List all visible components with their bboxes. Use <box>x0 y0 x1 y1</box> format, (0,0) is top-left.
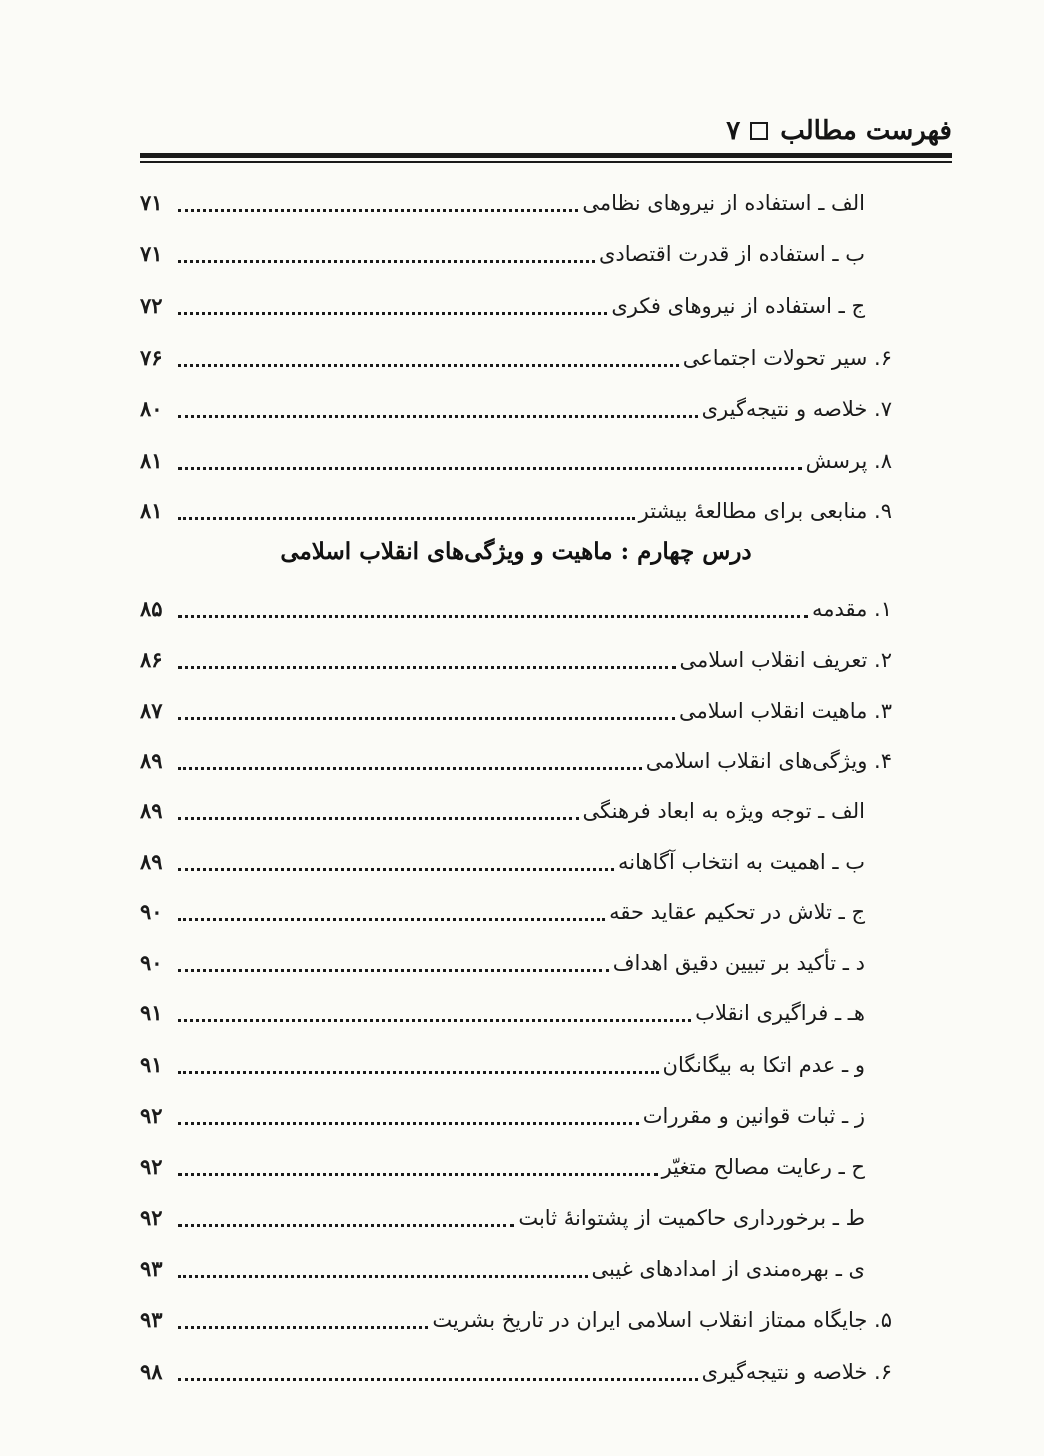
header-rule-thick <box>140 153 952 158</box>
toc-entry-title: ۱. مقدمه <box>811 597 892 621</box>
header-rule-thin <box>140 161 952 163</box>
toc-entry-page: ۷۱ <box>140 190 163 215</box>
page-number: ۷ <box>726 116 741 146</box>
dot-leader <box>178 1071 659 1074</box>
toc-entry-page: ۹۳ <box>140 1307 163 1332</box>
toc-entry-title: ۹. منابعی برای مطالعهٔ بیشتر <box>638 499 892 523</box>
toc-entry-title: ۶. خلاصه و نتیجه‌گیری <box>701 1360 892 1384</box>
dot-leader <box>178 969 609 972</box>
toc-entry-title: الف ـ استفاده از نیروهای نظامی <box>582 191 865 215</box>
toc-entry-title: و ـ عدم اتکا به بیگانگان <box>662 1053 865 1077</box>
toc-entry[interactable] <box>140 584 892 624</box>
toc-entry-page: ۸۱ <box>140 498 163 523</box>
page-header <box>140 108 952 154</box>
toc-entry-title: ز ـ ثبات قوانین و مقررات <box>642 1104 865 1128</box>
toc-entry[interactable] <box>140 1193 865 1233</box>
dot-leader <box>178 1019 691 1022</box>
toc-entry[interactable] <box>140 938 865 978</box>
section-heading: درس چهارم : ماهیت و ویژگی‌های انقلاب اسلامی <box>280 538 752 565</box>
toc-entry[interactable] <box>140 1244 865 1284</box>
dot-leader <box>178 1275 588 1278</box>
toc-entry-title: ۶. سیر تحولات اجتماعی <box>682 346 892 370</box>
toc-entry[interactable] <box>140 229 865 269</box>
toc-entry[interactable] <box>140 786 865 826</box>
toc-entry[interactable] <box>140 333 892 373</box>
toc-entry-page: ۷۶ <box>140 345 163 370</box>
dot-leader <box>178 1173 658 1176</box>
dot-leader <box>178 312 607 315</box>
toc-entry[interactable] <box>140 1142 865 1182</box>
dot-leader <box>178 260 595 263</box>
toc-entry[interactable] <box>140 635 892 675</box>
toc-entry-title: الف ـ توجه ویژه به ابعاد فرهنگی <box>582 799 865 823</box>
toc-entry-title: هـ ـ فراگیری انقلاب <box>695 1001 865 1025</box>
toc-entry-page: ۷۱ <box>140 241 163 266</box>
dot-leader <box>178 467 802 470</box>
toc-entry[interactable] <box>140 837 865 877</box>
page-title: فهرست مطالب <box>780 116 952 146</box>
toc-entry[interactable] <box>140 887 865 927</box>
toc-entry-title: ۵. جایگاه ممتاز انقلاب اسلامی ایران در تاریخ بشریت <box>432 1308 892 1332</box>
toc-entry-title: ب ـ اهمیت به انتخاب آگاهانه <box>618 850 865 874</box>
toc-entry[interactable] <box>140 1040 865 1080</box>
toc-entry[interactable] <box>140 1295 892 1335</box>
dot-leader <box>178 1224 514 1227</box>
toc-entry-title: ج ـ تلاش در تحکیم عقاید حقه <box>609 900 865 924</box>
dot-leader <box>178 666 676 669</box>
dot-leader <box>178 717 675 720</box>
toc-entry-page: ۸۰ <box>140 396 163 421</box>
toc-entry-page: ۹۱ <box>140 1052 163 1077</box>
dot-leader <box>178 868 614 871</box>
toc-entry[interactable] <box>140 1091 865 1131</box>
toc-entry-page: ۹۲ <box>140 1154 163 1179</box>
toc-entry-page: ۸۵ <box>140 596 163 621</box>
toc-entry-title: ج ـ استفاده از نیروهای فکری <box>611 294 865 318</box>
dot-leader <box>178 817 579 820</box>
toc-entry-page: ۸۱ <box>140 448 163 473</box>
toc-entry-page: ۸۹ <box>140 849 163 874</box>
toc-entry[interactable] <box>140 281 865 321</box>
dot-leader <box>178 415 698 418</box>
toc-entry-title: ۲. تعریف انقلاب اسلامی <box>679 648 892 672</box>
toc-entry[interactable] <box>140 178 865 218</box>
dot-leader <box>178 615 808 618</box>
dot-leader <box>178 918 605 921</box>
dot-leader <box>178 364 679 367</box>
toc-entry[interactable] <box>140 1347 892 1387</box>
toc-entry[interactable] <box>140 736 892 776</box>
toc-entry[interactable] <box>140 988 865 1028</box>
dot-leader <box>178 209 578 212</box>
toc-entry-page: ۸۶ <box>140 647 163 672</box>
dot-leader <box>178 1378 698 1381</box>
toc-entry-page: ۸۹ <box>140 798 163 823</box>
toc-entry-title: ی ـ بهره‌مندی از امدادهای غیبی <box>591 1257 865 1281</box>
toc-entry-title: ط ـ برخورداری حاکمیت از پشتوانهٔ ثابت <box>518 1206 865 1230</box>
toc-entry-page: ۹۲ <box>140 1103 163 1128</box>
toc-entry-title: ۷. خلاصه و نتیجه‌گیری <box>701 397 892 421</box>
toc-entry-page: ۷۲ <box>140 293 163 318</box>
toc-entry-page: ۹۸ <box>140 1359 163 1384</box>
toc-entry-page: ۹۳ <box>140 1256 163 1281</box>
toc-entry[interactable] <box>140 686 892 726</box>
toc-entry-title: ح ـ رعایت مصالح متغیّر <box>661 1155 865 1179</box>
dot-leader <box>178 1122 639 1125</box>
toc-entry[interactable] <box>140 384 892 424</box>
toc-entry-title: ب ـ استفاده از قدرت اقتصادی <box>599 242 865 266</box>
toc-entry[interactable] <box>140 436 892 476</box>
toc-entry-page: ۹۲ <box>140 1205 163 1230</box>
toc-entry-page: ۸۷ <box>140 698 163 723</box>
dot-leader <box>178 1326 428 1329</box>
toc-entry-page: ۹۱ <box>140 1000 163 1025</box>
toc-entry-title: ۸. پرسش <box>805 449 892 473</box>
square-box-icon <box>750 122 768 140</box>
toc-entry-title: د ـ تأکید بر تبیین دقیق اهداف <box>612 951 865 975</box>
toc-entry-title: ۴. ویژگی‌های انقلاب اسلامی <box>645 749 892 773</box>
dot-leader <box>178 517 635 520</box>
toc-entry-page: ۹۰ <box>140 899 163 924</box>
toc-entry-page: ۸۹ <box>140 748 163 773</box>
dot-leader <box>178 767 642 770</box>
toc-entry[interactable] <box>140 486 892 526</box>
toc-entry-page: ۹۰ <box>140 950 163 975</box>
toc-entry-title: ۳. ماهیت انقلاب اسلامی <box>679 699 892 723</box>
